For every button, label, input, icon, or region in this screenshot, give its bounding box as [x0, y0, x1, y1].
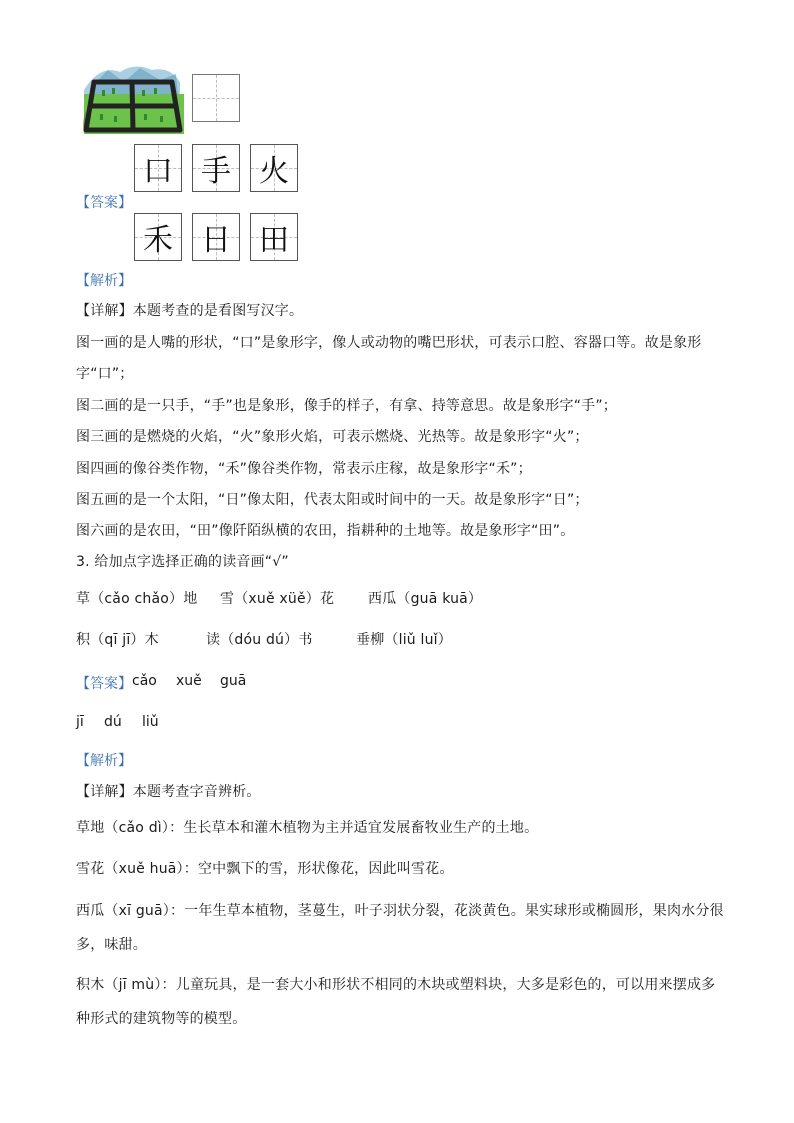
paragraph-line: 图六画的是农田，“田”像阡陌纵横的农田，指耕种的土地等。故是象形字“田”。	[76, 523, 575, 539]
answer-tag: 【答案】	[76, 195, 132, 211]
paragraph-line: 图一画的是人嘴的形状，“口”是象形字，像人或动物的嘴巴形状，可表示口腔、容器口等。故是象形	[76, 335, 702, 351]
detail-heading: 【详解】本题考查的是看图写汉字。	[76, 303, 304, 319]
definition-line: 西瓜（xī guā）：一年生草本植物，茎蔓生，叶子羽状分裂，花淡黄色。果实球形或椭圆形，果肉水分很	[76, 903, 724, 919]
paragraph-line: 图三画的是燃烧的火焰，“火”象形火焰，可表示燃烧、光热等。故是象形字“火”；	[76, 429, 589, 445]
char-box	[192, 144, 240, 192]
paragraph-line: 图四画的像谷类作物，“禾”像谷类作物，常表示庄稼，故是象形字“禾”；	[76, 461, 532, 477]
char-box	[250, 213, 298, 261]
definition-line: 雪花（xuě huā）：空中飘下的雪，形状像花，因此叫雪花。	[76, 861, 454, 877]
empty-writing-box[interactable]	[192, 74, 240, 122]
definition-line: 种形式的建筑物等的模型。	[76, 1011, 247, 1027]
option-item: 垂柳（liǔ luǐ）	[356, 632, 452, 648]
answer-item: xuě	[176, 673, 202, 689]
detail-heading: 【详解】本题考查字音辨析。	[76, 784, 261, 800]
answer-item: guā	[220, 673, 247, 689]
char-box	[250, 144, 298, 192]
char-box	[134, 144, 182, 192]
answer-item: dú	[104, 714, 122, 730]
paragraph-line: 图五画的是一个太阳，“日”像太阳，代表太阳或时间中的一天。故是象形字“日”；	[76, 492, 589, 508]
definition-line: 积木（jī mù）：儿童玩具，是一套大小和形状不相同的木块或塑料块，大多是彩色的，可以用来摆成多	[76, 977, 716, 993]
char: 口	[143, 154, 173, 189]
answer-tag: 【答案】	[76, 676, 132, 692]
char: 田	[259, 223, 289, 258]
analysis-tag: 【解析】	[76, 753, 132, 769]
option-item: 草（cǎo chǎo）地	[76, 591, 198, 607]
char-box	[134, 213, 182, 261]
field-illustration	[80, 60, 186, 136]
option-item: 雪（xuě xüě）花	[220, 591, 335, 607]
question-title: 3. 给加点字选择正确的读音画“√”	[76, 554, 289, 570]
option-item: 西瓜（guā kuā）	[368, 591, 483, 607]
char: 火	[259, 154, 289, 189]
char: 日	[201, 223, 231, 258]
paragraph-line: 图二画的是一只手，“手”也是象形，像手的样子，有拿、持等意思。故是象形字“手”；	[76, 398, 618, 414]
answer-item: liǔ	[142, 714, 159, 730]
analysis-tag: 【解析】	[76, 273, 132, 289]
answer-item: cǎo	[132, 673, 157, 689]
definition-line: 多，味甜。	[76, 937, 147, 953]
answer-item: jī	[76, 714, 84, 730]
option-item: 积（qī jī）木	[76, 632, 159, 648]
char: 禾	[143, 223, 173, 258]
definition-line: 草地（cǎo dì）：生长草本和灌木植物为主并适宜发展畜牧业生产的土地。	[76, 820, 539, 836]
option-item: 读（dóu dú）书	[206, 632, 313, 648]
char-box	[192, 213, 240, 261]
char: 手	[201, 154, 231, 189]
paragraph-line: 字“口”；	[76, 366, 134, 382]
